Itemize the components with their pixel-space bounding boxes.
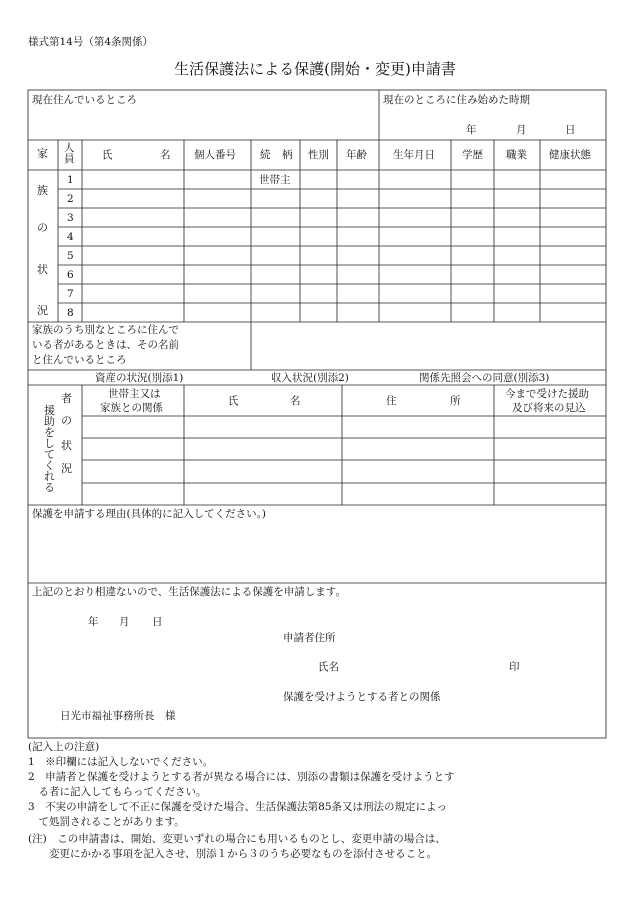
page-title: 生活保護法による保護(開始・変更)申請書 [174,60,456,78]
family-row-number: 4 [67,231,74,243]
header-relation-a: 続 [260,149,271,161]
note-line: 1 ※印欄には記入しないでください。 [28,756,214,768]
applicant-address-label: 申請者住所 [283,632,336,644]
separate-living-label: と住んでいるところ [32,354,127,366]
separate-living-label: 家族のうち別なところに住んで [32,324,179,336]
move-in-year-label: 年 [466,124,477,136]
declaration-statement: 上記のとおり相違ないので、生活保護法による保護を申請します。 [32,586,346,598]
addressee-label: 日光市福祉事務所長 様 [60,710,176,722]
supporter-label-char: る [44,481,55,494]
header-sex: 性別 [308,149,329,161]
supporter-label-char: 援 [44,404,55,417]
supporter-label-char: 状 [61,439,72,452]
supporter-label-char: の [61,414,72,427]
header-job: 職業 [506,149,527,161]
seal-mark: 印 [509,661,520,673]
family-label-char: 状 [37,263,48,276]
supporter-name-header-a: 氏 [228,395,239,407]
assets-attachment-label: 資産の状況(別添1) [95,372,184,384]
family-row-number: 5 [67,250,74,262]
header-count: 人員 [64,142,75,165]
supporter-relation-header: 家族との関係 [100,402,163,414]
applicant-name-label: 氏名 [318,661,339,673]
family-label-char: 族 [37,184,48,197]
family-row-number: 2 [67,193,74,205]
separate-living-label: いる者があるときは、その名前 [32,339,179,351]
notes-heading: (記入上の注意) [28,741,100,753]
supporter-address-header-b: 所 [450,395,461,407]
form-number-label: 様式第14号（第4条関係） [28,36,154,48]
current-address-label: 現在住んでいるところ [32,94,137,106]
header-name-a: 氏 [102,149,113,161]
header-education: 学歴 [462,149,483,161]
supporter-name-header-b: 名 [290,395,301,407]
family-label-char: 況 [37,304,48,317]
header-mynumber: 個人番号 [194,149,236,161]
supporter-label-char: れ [44,470,55,483]
relationship-label: 保護を受けようとする者との関係 [283,691,441,703]
note-line: る者に記入してもらってください。 [28,786,207,798]
family-label-char: の [37,221,48,234]
supporter-support-header: 今まで受けた援助 [505,388,589,400]
supporter-support-header: 及び将来の見込 [512,402,586,414]
consent-attachment-label: 関係先照会への同意(別添3) [419,372,550,384]
note-line: 3 不実の申請をして不正に保護を受けた場合、生活保護法第85条又は刑法の規定によっ [28,801,448,813]
application-year-label: 年 [88,616,99,628]
family-row-number: 1 [67,174,74,186]
note-line: (注) この申請書は、開始、変更いずれの場合にも用いるものとし、変更申請の場合は、 [28,833,446,845]
supporter-label-char: 者 [61,392,72,405]
head-of-household-cell: 世帯主 [259,174,291,186]
header-health: 健康状態 [549,149,591,161]
supporter-label-char: し [44,437,55,450]
family-label-char: 家 [37,147,48,160]
header-birthdate: 生年月日 [393,149,435,161]
family-row-number: 6 [67,269,74,281]
supporter-label-char: 況 [61,462,72,475]
note-line: 変更にかかる事項を記入させ、別添１から３のうち必要なものを添付させること。 [28,848,438,860]
reason-label: 保護を申請する理由(具体的に記入してください。) [32,508,266,520]
supporter-address-header-a: 住 [386,395,397,407]
header-age: 年齢 [346,149,367,161]
move-in-month-label: 月 [516,124,527,136]
supporter-label-char: て [44,448,55,461]
supporter-label-char: 助 [44,415,55,428]
application-day-label: 日 [152,616,163,628]
move-in-day-label: 日 [565,124,576,136]
application-month-label: 月 [119,616,130,628]
supporter-label-char: を [44,426,55,439]
family-row-number: 7 [67,288,74,300]
header-name-b: 名 [160,149,171,161]
note-line: て処罰されることがあります。 [28,816,185,828]
income-attachment-label: 収入状況(別添2) [271,372,349,384]
supporter-relation-header: 世帯主又は [108,388,161,400]
family-row-number: 3 [67,212,74,224]
note-line: 2 申請者と保護を受けようとする者が異なる場合には、別添の書類は保護を受けようとす [28,771,455,783]
supporter-label-char: く [44,459,55,472]
family-row-number: 8 [67,307,74,319]
header-relation-b: 柄 [282,149,293,161]
move-in-date-label: 現在のところに住み始めた時期 [383,94,530,106]
